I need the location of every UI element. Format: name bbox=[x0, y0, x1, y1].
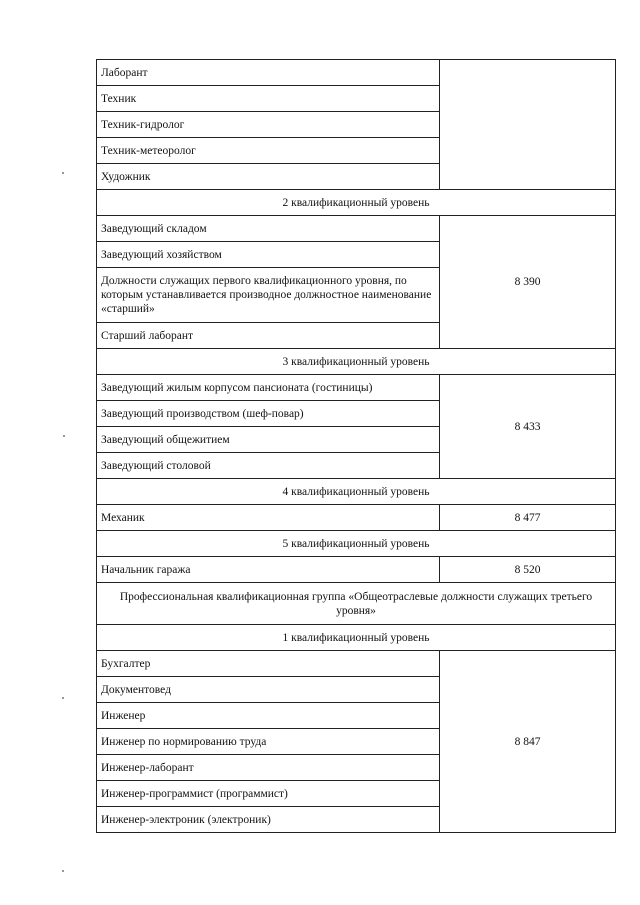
qualification-level-heading: 3 квалификационный уровень bbox=[97, 349, 616, 375]
scan-speck bbox=[62, 172, 64, 174]
position-cell: Инженер-лаборант bbox=[97, 755, 440, 781]
qualification-level-heading: 5 квалификационный уровень bbox=[97, 531, 616, 557]
table-row bbox=[97, 557, 616, 583]
position-cell: Инженер-программист (программист) bbox=[97, 781, 440, 807]
scan-speck bbox=[63, 435, 65, 437]
salary-cell: 8 520 bbox=[440, 557, 616, 583]
professional-group-heading: Профессиональная квалификационная группа «Общеотраслевые должности служащих третьего уровня» bbox=[97, 583, 616, 625]
position-cell: Должности служащих первого квалификационного уровня, по которым устанавливается производное должностное наименование «старший» bbox=[97, 268, 440, 323]
table-row bbox=[97, 216, 616, 242]
group-row bbox=[97, 583, 616, 625]
scan-speck bbox=[62, 697, 64, 699]
position-cell: Инженер по нормированию труда bbox=[97, 729, 440, 755]
level-row bbox=[97, 479, 616, 505]
table-row bbox=[97, 60, 616, 86]
position-cell: Механик bbox=[97, 505, 440, 531]
salary-cell: 8 477 bbox=[440, 505, 616, 531]
salary-cell: 8 847 bbox=[440, 651, 616, 833]
position-cell: Заведующий производством (шеф-повар) bbox=[97, 401, 440, 427]
position-cell: Лаборант bbox=[97, 60, 440, 86]
level-row bbox=[97, 190, 616, 216]
position-cell: Техник-гидролог bbox=[97, 112, 440, 138]
level-row bbox=[97, 625, 616, 651]
qualification-level-heading: 4 квалификационный уровень bbox=[97, 479, 616, 505]
position-cell: Техник bbox=[97, 86, 440, 112]
table-row bbox=[97, 375, 616, 401]
salary-table bbox=[96, 59, 616, 833]
position-cell: Техник-метеоролог bbox=[97, 138, 440, 164]
salary-cell: 8 390 bbox=[440, 216, 616, 349]
level-row bbox=[97, 531, 616, 557]
qualification-level-heading: 1 квалификационный уровень bbox=[97, 625, 616, 651]
position-cell: Заведующий столовой bbox=[97, 453, 440, 479]
position-cell: Инженер bbox=[97, 703, 440, 729]
position-cell: Заведующий жилым корпусом пансионата (гостиницы) bbox=[97, 375, 440, 401]
position-cell: Заведующий складом bbox=[97, 216, 440, 242]
position-cell: Начальник гаража bbox=[97, 557, 440, 583]
position-cell: Бухгалтер bbox=[97, 651, 440, 677]
salary-cell: 8 433 bbox=[440, 375, 616, 479]
scan-speck bbox=[62, 870, 64, 872]
position-cell: Старший лаборант bbox=[97, 323, 440, 349]
level-row bbox=[97, 349, 616, 375]
table-row bbox=[97, 651, 616, 677]
position-cell: Заведующий хозяйством bbox=[97, 242, 440, 268]
qualification-level-heading: 2 квалификационный уровень bbox=[97, 190, 616, 216]
position-cell: Инженер-электроник (электроник) bbox=[97, 807, 440, 833]
table-row bbox=[97, 505, 616, 531]
salary-cell bbox=[440, 60, 616, 190]
position-cell: Заведующий общежитием bbox=[97, 427, 440, 453]
position-cell: Документовед bbox=[97, 677, 440, 703]
position-cell: Художник bbox=[97, 164, 440, 190]
